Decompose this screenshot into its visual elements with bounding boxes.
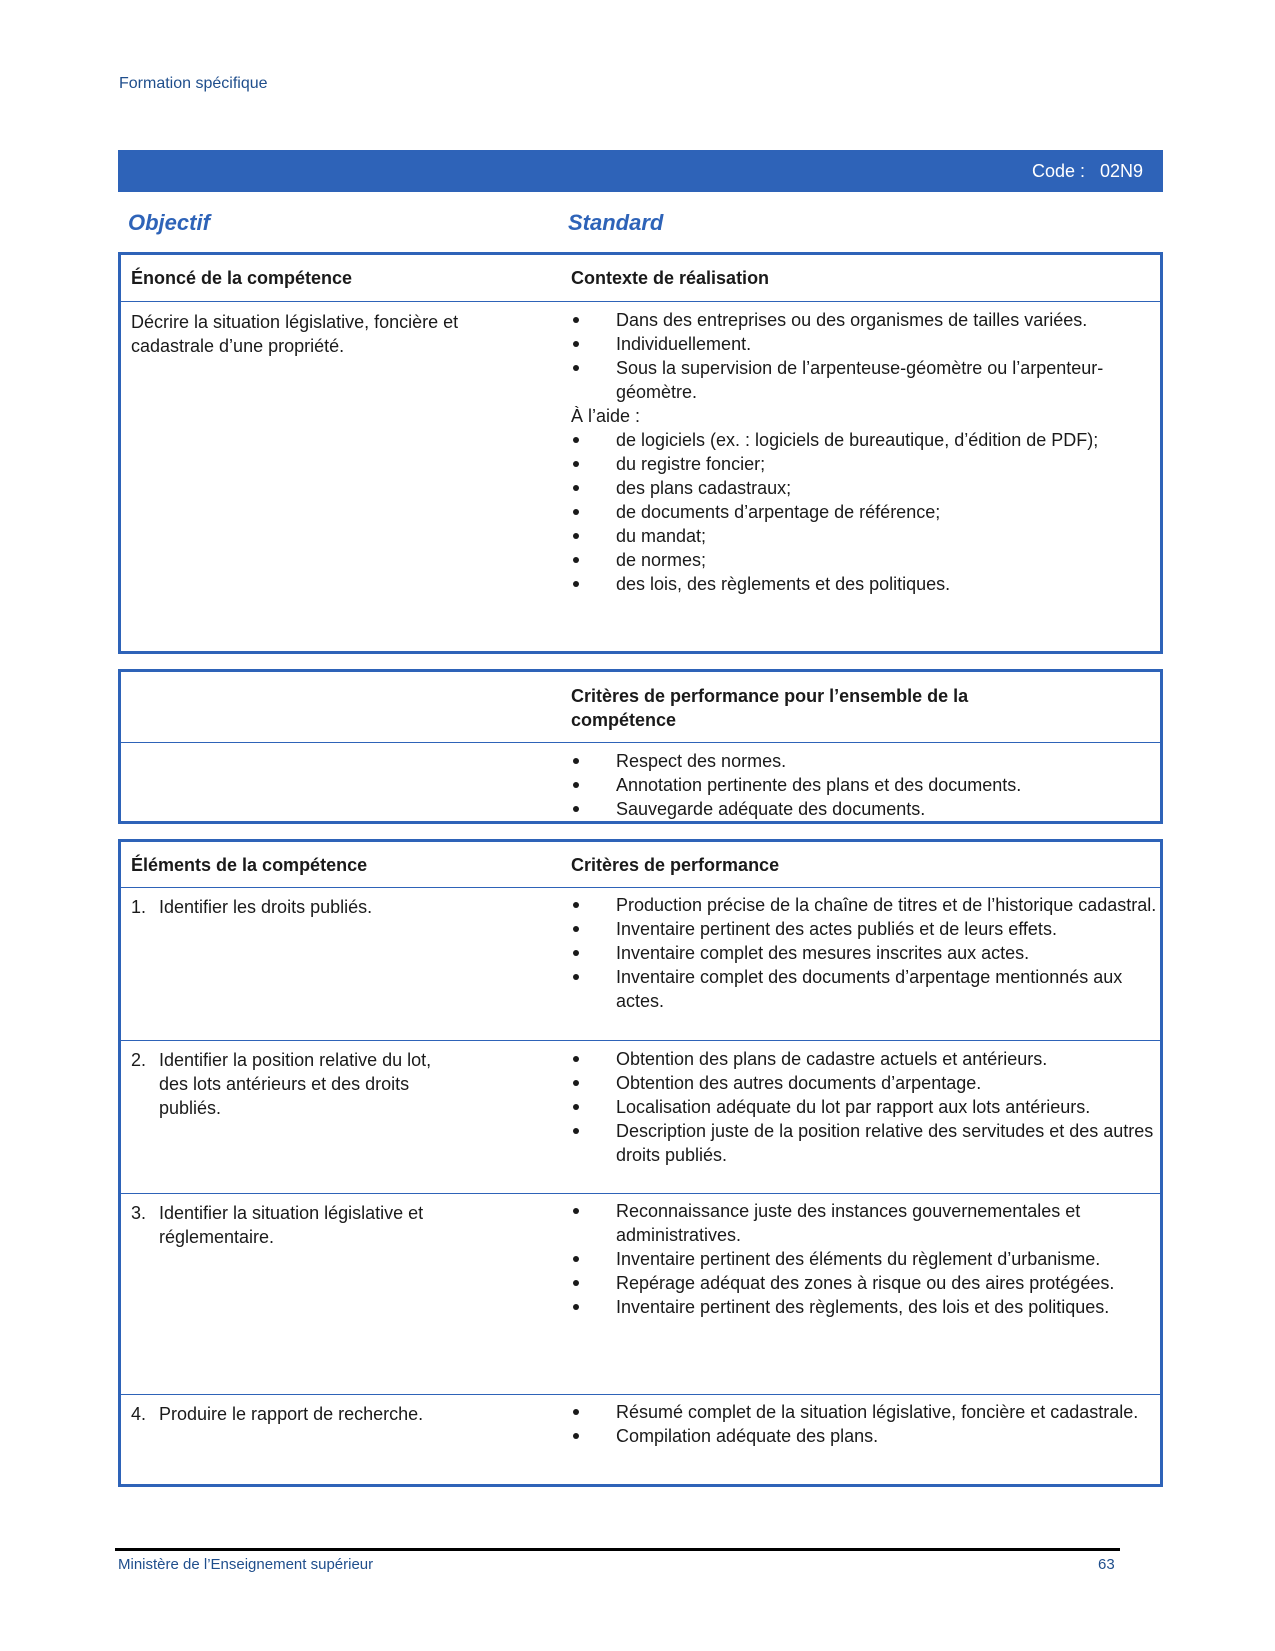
competence-box [118, 252, 1163, 654]
criteria-title: Critères de performance [571, 855, 780, 875]
enonce-title: Énoncé de la compétence [131, 268, 353, 288]
aide-label: À l’aide : [571, 406, 641, 426]
elements-box [118, 839, 1163, 1487]
list-item: Respect des normes. [571, 749, 1161, 773]
elements-title: Éléments de la compétence [131, 855, 368, 875]
row-divider [121, 1394, 1160, 1395]
element-4 [131, 1402, 551, 1426]
list-item: Reconnaissance juste des instances gouvernementales et administratives. [571, 1199, 1161, 1247]
list-item: de logiciels (ex. : logiciels de bureautique, d’édition de PDF); [571, 428, 1161, 452]
list-item: Inventaire pertinent des éléments du règlement d’urbanisme. [571, 1247, 1161, 1271]
list-item: Annotation pertinente des plans et des documents. [571, 773, 1161, 797]
overall-criteria-list [571, 749, 1161, 821]
element-number: 1. [131, 897, 147, 917]
element-text: Produire le rapport de recherche. [159, 1404, 424, 1424]
list-item: Obtention des autres documents d’arpentage. [571, 1071, 1161, 1095]
overall-criteria-header-row [121, 672, 1160, 743]
element-text: Identifier les droits publiés. [159, 897, 373, 917]
list-item: des plans cadastraux; [571, 476, 1161, 500]
list-item: Inventaire complet des mesures inscrites aux actes. [571, 941, 1161, 965]
list-item: Sauvegarde adéquate des documents. [571, 797, 1161, 821]
list-item: Dans des entreprises ou des organismes de tailles variées. [571, 308, 1161, 332]
row-divider [121, 1040, 1160, 1041]
elements-header-row [121, 842, 1160, 888]
element-3-criteria-wrap [571, 1199, 1161, 1319]
element-3 [131, 1201, 551, 1249]
list-item: Compilation adéquate des plans. [571, 1424, 1161, 1448]
element-1-criteria [571, 893, 1161, 1013]
list-item: Obtention des plans de cadastre actuels et antérieurs. [571, 1047, 1161, 1071]
context-list-wrap [571, 308, 1161, 596]
list-item: Repérage adéquat des zones à risque ou des aires protégées. [571, 1271, 1161, 1295]
code-label: Code : [1031, 161, 1085, 181]
element-2-criteria-wrap [571, 1047, 1161, 1167]
overall-criteria-box [118, 669, 1163, 824]
code-bar [118, 150, 1163, 192]
list-item: Inventaire complet des documents d’arpentage mentionnés aux actes. [571, 965, 1161, 1013]
row-divider [121, 1193, 1160, 1194]
footer-ministry: Ministère de l’Enseignement supérieur [118, 1556, 374, 1573]
element-3-criteria [571, 1199, 1161, 1319]
element-2 [131, 1048, 551, 1120]
section-label: Formation spécifique [119, 75, 268, 92]
element-number: 2. [131, 1050, 147, 1070]
list-item: du registre foncier; [571, 452, 1161, 476]
element-2-criteria [571, 1047, 1161, 1167]
element-number: 4. [131, 1404, 147, 1424]
contexte-title: Contexte de réalisation [571, 268, 770, 288]
list-item: de normes; [571, 548, 1161, 572]
list-item: Inventaire pertinent des actes publiés et de leurs effets. [571, 917, 1161, 941]
objectif-heading: Objectif [128, 210, 210, 235]
list-item: Inventaire pertinent des règlements, des lois et des politiques. [571, 1295, 1161, 1319]
element-text: Identifier la position relative du lot, des lots antérieurs et des droits publiés. [159, 1050, 432, 1118]
code-value: 02N9 [1099, 161, 1143, 181]
page-number: 63 [1098, 1556, 1115, 1573]
aide-list [571, 428, 1161, 596]
standard-heading: Standard [568, 210, 664, 235]
element-number: 3. [131, 1203, 147, 1223]
list-item: Sous la supervision de l’arpenteuse-géomètre ou l’arpenteur-géomètre. [571, 356, 1161, 404]
overall-criteria-wrap [571, 749, 1161, 821]
element-text: Identifier la situation législative et réglementaire. [159, 1203, 424, 1247]
footer-rule [115, 1548, 1120, 1551]
element-1-criteria-wrap [571, 893, 1161, 1013]
competence-statement: Décrire la situation législative, foncière et cadastrale d’une propriété. [131, 312, 459, 356]
list-item: Production précise de la chaîne de titres et de l’historique cadastral. [571, 893, 1161, 917]
element-4-criteria [571, 1400, 1161, 1448]
overall-criteria-title: Critères de performance pour l’ensemble de la compétence [571, 686, 969, 730]
list-item: du mandat; [571, 524, 1161, 548]
competence-header-row [121, 255, 1160, 302]
list-item: de documents d’arpentage de référence; [571, 500, 1161, 524]
list-item: Résumé complet de la situation législative, foncière et cadastrale. [571, 1400, 1161, 1424]
list-item: Individuellement. [571, 332, 1161, 356]
context-list [571, 308, 1161, 404]
element-1 [131, 895, 551, 919]
list-item: des lois, des règlements et des politiques. [571, 572, 1161, 596]
element-4-criteria-wrap [571, 1400, 1161, 1448]
list-item: Description juste de la position relative des servitudes et des autres droits publiés. [571, 1119, 1161, 1167]
list-item: Localisation adéquate du lot par rapport aux lots antérieurs. [571, 1095, 1161, 1119]
